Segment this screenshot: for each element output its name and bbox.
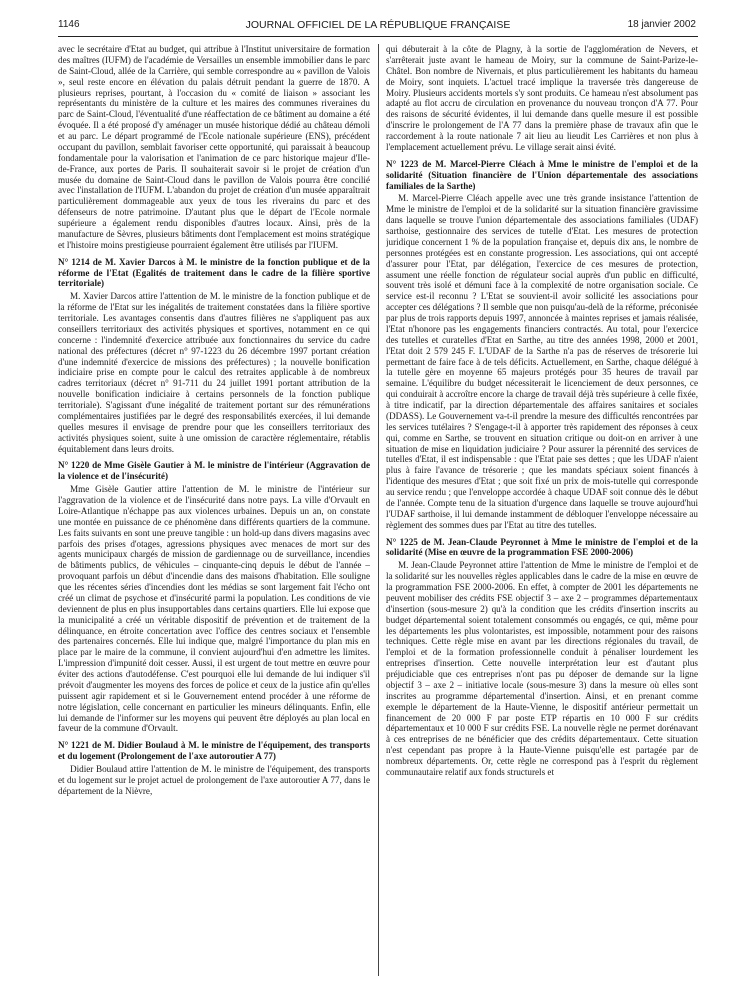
journal-page <box>58 14 698 980</box>
question-1221-body: Didier Boulaud attire l'attention de M. le ministre de l'équipement, des transports et du logement sur le projet actuel de prolongement de l'axe autoroutier A 77, dans le département de la Nièvre, <box>58 764 370 796</box>
left-column <box>58 44 370 980</box>
column-divider <box>378 44 379 976</box>
question-1223-title: N° 1223 de M. Marcel-Pierre Cléach à Mme le ministre de l'emploi et de la solidarité (Situation financière de l'Union départementale des associations familiales de la Sarthe) <box>386 158 698 191</box>
question-continuation: avec le secrétaire d'Etat au budget, qui attribue à l'Institut universitaire de formation des maîtres (IUFM) de l'académie de Versailles un ensemble immobilier dans le parc de Saint-Cloud, allée de la Carrière, qui semble correspondre au « pavillon de Valois », seul reste encore en élévation du palais détruit pendant la guerre de 1870. A plusieurs reprises, pourtant, à l'occasion du « comité de liaison » associant les représentants du ministère de la culture et les maires des communes riveraines du parc de Saint-Cloud, l'éventualité d'une réaffectation de ce bâtiment au domaine a été évoquée. Il a été proposé d'y aménager un musée historique dédié au château démoli et au parc. Le départ programmé de l'Ecole nationale supérieure (ENS), précédent occupant du pavillon, semblait favoriser cette opportunité, qui paraissait à beaucoup fondamentale pour la valorisation et l'animation de ce parc historique majeur d'Ile-de-France, aux portes de Paris. Il souhaiterait savoir si le projet de création d'un musée du domaine de Saint-Cloud dans le pavillon de Valois pourra être concilié avec l'installation de l'IUFM. L'abandon du projet de création d'un musée apparaîtrait particulièrement dommageable aux yeux de tous les riverains du parc et des défenseurs de notre patrimoine. D'autant plus que le départ de l'Ecole normale supérieure a également rendu disponibles d'autres locaux. Ainsi, près de la manufacture de Sèvres, plusieurs bâtiments dont l'emplacement est moins stratégique et l'histoire moins prestigieuse pourraient également être utilisés par l'IUFM. <box>58 44 370 250</box>
question-1214-body: M. Xavier Darcos attire l'attention de M. le ministre de la fonction publique et de la réforme de l'Etat sur les inégalités de traitement constatées dans la filière sportive territoriale. Les avantages consentis dans d'autres filières ne s'appliquent pas aux conseillers territoriaux des activités physiques et sportives, notamment en ce qui concerne : l'indemnité d'exercice attribuée aux fonctionnaires du service du cadre national des préfectures (décret n° 97-1223 du 26 décembre 1997 portant création d'une indemnité d'exercice de missions des préfectures) ; la nouvelle bonification indiciaire prise en compte pour le calcul des retraites applicable à de nombreux cadres territoriaux (décret n° 91-711 du 24 juillet 1991 portant attribution de la nouvelle bonification indiciaire à certains personnels de la fonction publique territoriale). S'agissant d'une inégalité de traitement portant sur des rémunérations complémentaires justifiées par le degré des responsabilités exercées, il lui demande quelles mesures il envisage de prendre pour que les conseillers territoriaux des activités physiques soient, suite à une omission de caractère réglementaire, rétablis équitablement dans leurs droits. <box>58 291 370 454</box>
right-column <box>386 44 698 980</box>
question-1225-title: N° 1225 de M. Jean-Claude Peyronnet à Mme le ministre de l'emploi et de la solidarité (Mise en œuvre de la programmation FSE 2000-2006) <box>386 536 698 558</box>
question-1221-continuation: qui débuterait à la côte de Plagny, à la sortie de l'agglomération de Nevers, et s'arrêterait juste avant le hameau de Moiry, sur la commune de Saint-Parize-le-Châtel. Bon nombre de Nivernais, et plus particulièrement les habitants du hameau de Moiry, sont inquiets. L'actuel tracé implique la traversée très dangereuse de Moiry. Plusieurs accidents mortels s'y sont produits. Ce hameau n'est absolument pas adapté au flot accru de circulation en provenance du nouveau tronçon d'A 77. Pour des raisons de sécurité évidentes, il lui demande dans quelle mesure il est possible d'inscrire le prolongement de l'A 77 dans la première phase de travaux afin que le raccordement à la route nationale 7 ait lieu au lieudit Les Carrières et non plus à l'emplacement actuellement prévu. Le village serait ainsi évité. <box>386 44 698 152</box>
question-1221-title: N° 1221 de M. Didier Boulaud à M. le ministre de l'équipement, des transports et du logement (Prolongement de l'axe autoroutier A 77) <box>58 740 370 762</box>
question-1223-body: M. Marcel-Pierre Cléach appelle avec une très grande insistance l'attention de Mme le ministre de l'emploi et de la solidarité sur la situation financière gravissime dans laquelle se trouve l'union départementale des associations familiales (UDAF) sarthoise, gestionnaire des services de tutelle d'Etat. Les mesures de protection juridique concernent 1 % de la population française et, depuis dix ans, le nombre de personnes protégées est en constante progression. Les associations, qui ont accepté d'assurer pour l'Etat, par délégation, l'exercice de ces mesures de protection, assument une réelle fonction de régulateur social auprès d'un public en difficulté, souvent très isolé et démuni face à la complexité de notre organisation sociale. Ce service est-il reconnu ? L'Etat se souvient-il avoir sollicité les associations pour accepter ces délégations ? Il semble que non puisqu'au-delà de la réforme, préconisée par plus de trois rapports depuis 1997, annoncée à maintes reprises et jamais réalisée, l'Etat n'honore pas les engagements financiers contractés. Au total, pour l'exercice des tutelles et curatelles d'Etat en Sarthe, au titre des années 1998, 2000 et 2001, l'Etat doit 2 579 245 F. L'UDAF de la Sarthe n'a pas de réserves de trésorerie lui permettant de faire face à de tels déficits. Actuellement, en Sarthe, chaque délégué à la tutelle gère en moyenne 65 majeurs protégés pour 35 heures de travail par semaine. L'équilibre du budget nécessiterait le licenciement de deux personnes, ce qui conduirait à accroître encore la charge de travail déjà très supérieure à celle fixée, à titre indicatif, par la direction départementale des affaires sanitaires et sociales (DDASS). Le Gouvernement va-t-il prendre la mesure des difficultés rencontrées par les services tutélaires ? S'engage-t-il à apporter très rapidement des réponses à ceux qui, comme en Sarthe, se trouvent en situation critique ou doit-on en arriver à une situation de mise en liquidation judiciaire ? Pour assurer la pérennité des services de tutelles d'Etat, il est indispensable : que l'Etat paie ses dettes ; que les UDAF n'aient plus à faire l'avance de trésorerie ; que les mandats spéciaux soient financés à l'identique des mesures d'Etat ; que soit fixé un prix de mois-tutelle qui corresponde au service rendu ; que l'enveloppe accordée à chaque UDAF soit connue dès le début de l'année. Compte tenu de la situation d'urgence dans laquelle se trouve aujourd'hui l'UDAF sarthoise, il lui demande instamment de débloquer l'enveloppe nécessaire au règlement des sommes dues par l'Etat au titre des tutelles. <box>386 193 698 530</box>
question-1220-body: Mme Gisèle Gautier attire l'attention de M. le ministre de l'intérieur sur l'aggravation de la violence et de l'insécurité dans notre pays. La ville d'Orvault en Loire-Atlantique n'échappe pas aux violences urbaines. Depuis un an, on constate une montée en puissance de ce phénomène dans différents quartiers de la commune. Les faits suivants en sont une preuve tangible : un hold-up dans divers magasins avec parfois des prises d'otages, agressions physiques avec menaces de mort sur des agents municipaux chargés de mission de gardiennage ou de surveillance, incendies de bâtiments publics, de véhicules – cinquante-cinq depuis le début de l'année – provoquant parfois un début d'incendie dans des maisons d'habitation. Elle souligne que les récentes séries d'incendies dont les médias se sont largement fait l'écho ont créé un climat de psychose et d'insécurité parmi la population. Les conditions de vie deviennent de plus en plus insupportables dans certains quartiers. Elle lui expose que la municipalité a créé un véritable dispositif de prévention et de traitement de la délinquance, en étroite concertation avec l'office des centres sociaux et l'ensemble des partenaires concernés. Elle lui indique que, malgré l'importance du plan mis en place par le maire de la commune, il convient aujourd'hui d'en admettre les limites. L'impression d'impunité doit cesser. Aussi, il est urgent de tout mettre en œuvre pour éviter des actions d'autodéfense. C'est pourquoi elle lui demande de lui indiquer s'il prévoit d'augmenter les moyens des forces de police et ceux de la justice afin qu'elles puissent agir rapidement et si le Gouvernement entend procéder à une réforme de notre législation, celle concernant en particulier les mineurs délinquants. Enfin, elle lui demande de l'informer sur les moyens qui peuvent être déployés au plan local en faveur de la commune d'Orvault. <box>58 484 370 734</box>
question-1225-body: M. Jean-Claude Peyronnet attire l'attention de Mme le ministre de l'emploi et de la solidarité sur les nouvelles règles applicables dans le cadre de la mise en œuvre de la programmation FSE 2000-2006. En effet, à compter de 2001 les départements ne peuvent mobiliser des crédits FSE objectif 3 – axe 2 – programmes départementaux d'insertion (sous-mesure 2) qu'à la condition que les crédits d'insertion inscrits au budget départemental soient totalement consommés ou engagés, ce qui, même pour les départements les plus volontaristes, est impossible, notamment pour des raisons techniques. Cette règle mise en avant par les directions régionales du travail, de l'emploi et de la formation professionnelle conduit à pénaliser lourdement les entreprises d'insertion. Cette nouvelle interprétation leur est d'autant plus préjudiciable que ces entreprises n'ont pas pu déposer de demande sur la ligne objectif 3 – axe 2 – initiative locale (sous-mesure 3) dans la mesure où elles sont inscrites au programme départemental d'insertion. Ainsi, et en prenant comme exemple le département de la Haute-Vienne, le dispositif antérieur permettait un financement de 20 000 F par poste ETP répartis en 10 000 F sur crédits départementaux et 10 000 F sur crédits FSE. La nouvelle règle ne permet dorénavant à ces entreprises de ne bénéficier que des crédits départementaux. Cette situation n'est cependant pas propre à la Haute-Vienne puisqu'elle est partagée par de nombreux départements. Or, cette règle ne correspond pas à l'esprit du règlement communautaire relatif aux fonds structurels et <box>386 560 698 777</box>
journal-title: JOURNAL OFFICIEL DE LA RÉPUBLIQUE FRANÇAISE <box>245 19 511 31</box>
question-1220-title: N° 1220 de Mme Gisèle Gautier à M. le ministre de l'intérieur (Aggravation de la violence et de l'insécurité) <box>58 460 370 482</box>
publication-date: 18 janvier 2002 <box>627 19 696 30</box>
question-1214-title: N° 1214 de M. Xavier Darcos à M. le ministre de la fonction publique et de la réforme de l'Etat (Egalités de traitement dans le cadre de la filière sportive territoriale) <box>58 256 370 289</box>
page-number: 1146 <box>58 19 80 30</box>
page-header <box>58 14 698 37</box>
